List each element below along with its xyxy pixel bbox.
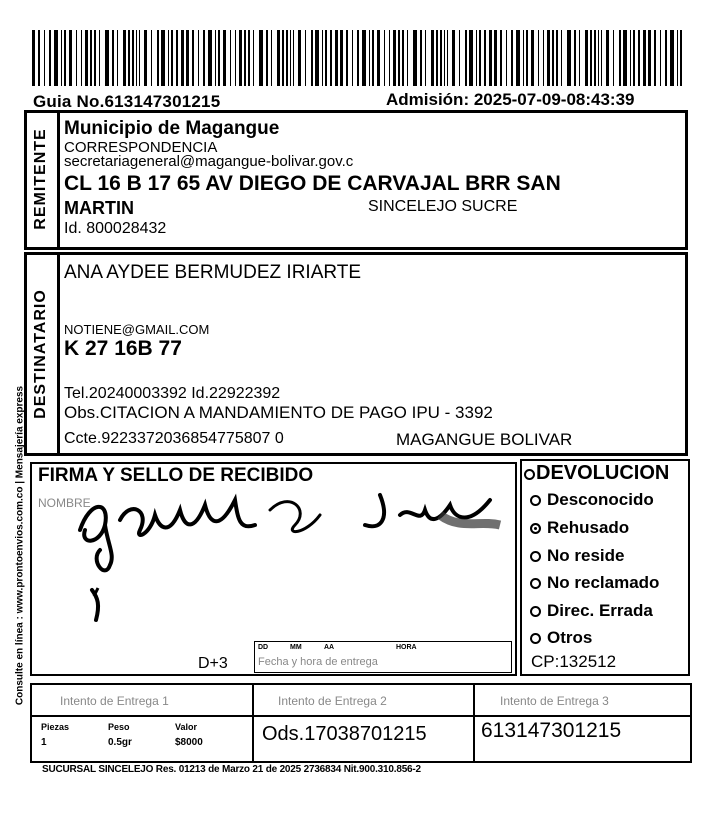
valor-value: $8000 [175, 737, 203, 748]
barcode-bar [506, 30, 507, 86]
barcode-bar [619, 30, 621, 86]
barcode-bar [144, 30, 147, 86]
barcode-bar [49, 30, 51, 86]
guia-number: Guia No.613147301215 [33, 92, 221, 111]
intento-3: Intento de Entrega 3 [500, 694, 609, 708]
barcode-bar [633, 30, 635, 86]
radio-icon [530, 606, 541, 617]
barcode-bar [215, 30, 216, 86]
firma-title: FIRMA Y SELLO DE RECIBIDO [38, 465, 314, 486]
devolucion-cp: CP:132512 [531, 652, 617, 671]
firma-nombre: NOMBRE [38, 496, 91, 510]
barcode-bar [452, 30, 455, 86]
barcode-bar [330, 30, 332, 86]
barcode-bar [218, 30, 220, 86]
barcode-bar [322, 30, 323, 86]
barcode-bar [531, 30, 534, 86]
barcode-bar [105, 30, 109, 86]
date-aa: AA [324, 644, 335, 651]
barcode-bar [567, 30, 571, 86]
barcode-bar [494, 30, 497, 86]
barcode-bar [168, 30, 169, 86]
dev-option-label: Rehusado [547, 518, 630, 537]
barcode-bar [305, 30, 306, 86]
barcode-bar [677, 30, 678, 86]
dev-option-desconocido[interactable] [530, 490, 654, 510]
barcode-bar [384, 30, 385, 86]
barcode-bar [623, 30, 627, 86]
barcode-bar [543, 30, 544, 86]
remitente-label: REMITENTE [32, 128, 49, 230]
barcode-bar [61, 30, 62, 86]
destinatario-email: NOTIENE@GMAIL.COM [64, 322, 210, 337]
destinatario-tel: Tel.20240003392 Id.22922392 [64, 385, 281, 402]
barcode-bar [476, 30, 477, 86]
destinatario-label: DESTINATARIO [32, 289, 49, 419]
barcode-bar [181, 30, 184, 86]
barcode-bar [574, 30, 576, 86]
barcode-bar [431, 30, 434, 86]
barcode-bar [311, 30, 313, 86]
barcode-bar [117, 30, 118, 86]
destinatario-ccte: Ccte.9223372036854775807 0 [64, 430, 284, 447]
radio-icon [530, 551, 541, 562]
remitente-address: CL 16 B 17 65 AV DIEGO DE CARVAJAL BRR SAN [64, 172, 561, 195]
piezas-value: 1 [41, 737, 47, 748]
valor-label: Valor [175, 722, 198, 732]
barcode-bar [579, 30, 580, 86]
barcode-bar [69, 30, 72, 86]
barcode-bar [357, 30, 359, 86]
barcode-bar [208, 30, 212, 86]
barcode [32, 30, 687, 86]
barcode-bar [90, 30, 92, 86]
barcode-bar [389, 30, 390, 86]
barcode-bar [157, 30, 159, 86]
destinatario-city: MAGANGUE BOLIVAR [396, 430, 573, 449]
barcode-bar [601, 30, 602, 86]
barcode-bar [561, 30, 562, 86]
barcode-bar [459, 30, 460, 86]
radio-checked-icon [530, 523, 541, 534]
barcode-bar [643, 30, 646, 86]
barcode-bar [161, 30, 165, 86]
barcode-bar [235, 30, 236, 86]
barcode-bar [271, 30, 272, 86]
barcode-bar [585, 30, 588, 86]
devolucion-title-text: DEVOLUCION [536, 462, 670, 484]
barcode-bar [248, 30, 250, 86]
barcode-bar [85, 30, 88, 86]
intento-2: Intento de Entrega 2 [278, 694, 387, 708]
barcode-bar [523, 30, 524, 86]
barcode-bar [315, 30, 319, 86]
barcode-bar [377, 30, 380, 86]
barcode-bar [290, 30, 291, 86]
barcode-bar [81, 30, 82, 86]
barcode-bar [420, 30, 422, 86]
dev-option-label: No reclamado [547, 573, 660, 592]
dev-option-no-reclamado[interactable] [530, 573, 659, 593]
barcode-bar [654, 30, 656, 86]
destinatario-name: ANA AYDEE BERMUDEZ IRIARTE [64, 262, 362, 283]
barcode-bar [32, 30, 35, 86]
barcode-bar [346, 30, 348, 86]
barcode-bar [94, 30, 96, 86]
barcode-bar [413, 30, 417, 86]
barcode-bar [500, 30, 502, 86]
barcode-bar [590, 30, 592, 86]
barcode-bar [259, 30, 263, 86]
barcode-bar [648, 30, 651, 86]
tracking-number: 613147301215 [481, 719, 622, 742]
barcode-bar [203, 30, 205, 86]
barcode-bar [340, 30, 343, 86]
date-mm: MM [290, 644, 302, 651]
barcode-bar [660, 30, 661, 86]
side-consult-text: Consulte en línea : www.prontoenvios.com.co | Mensajería express [14, 385, 26, 706]
barcode-bar [630, 30, 631, 86]
barcode-bar [670, 30, 674, 86]
barcode-bar [398, 30, 400, 86]
barcode-bar [436, 30, 438, 86]
date-hora: HORA [396, 644, 417, 651]
barcode-bar [277, 30, 280, 86]
barcode-bar [244, 30, 246, 86]
barcode-bar [139, 30, 140, 86]
barcode-bar [76, 30, 77, 86]
barcode-bar [526, 30, 528, 86]
intento-1: Intento de Entrega 1 [60, 694, 169, 708]
dev-option-label: No reside [547, 546, 625, 565]
footer-text: SUCURSAL SINCELEJO Res. 01213 de Marzo 21 de 2025 2736834 Nit.900.310.856-2 [42, 764, 421, 775]
barcode-bar [171, 30, 173, 86]
barcode-bar [444, 30, 445, 86]
remitente-id: Id. 800028432 [64, 220, 167, 237]
barcode-bar [253, 30, 254, 86]
barcode-bar [198, 30, 199, 86]
barcode-bar [239, 30, 242, 86]
barcode-bar [325, 30, 327, 86]
barcode-bar [128, 30, 130, 86]
dev-option-direc-errada[interactable] [530, 601, 653, 621]
barcode-bar [132, 30, 134, 86]
handwritten-signature [60, 470, 530, 630]
remitente-name: Municipio de Magangue [64, 118, 280, 139]
radio-icon [530, 633, 541, 644]
remitente-address-2: MARTIN [64, 198, 134, 218]
devolucion-title-radio-icon [524, 469, 535, 480]
barcode-bar [638, 30, 640, 86]
barcode-bar [282, 30, 284, 86]
barcode-bar [286, 30, 288, 86]
barcode-bar [511, 30, 513, 86]
barcode-bar [99, 30, 100, 86]
radio-icon [530, 495, 541, 506]
barcode-bar [151, 30, 152, 86]
barcode-bar [556, 30, 558, 86]
barcode-bar [447, 30, 448, 86]
dev-option-label: Desconocido [547, 490, 654, 509]
barcode-bar [266, 30, 268, 86]
barcode-bar [54, 30, 58, 86]
ods-number: Ods.17038701215 [262, 723, 427, 745]
barcode-bar [44, 30, 45, 86]
radio-icon [530, 578, 541, 589]
barcode-bar [402, 30, 404, 86]
barcode-bar [598, 30, 599, 86]
date-dd: DD [258, 644, 269, 651]
peso-label: Peso [108, 722, 130, 732]
barcode-bar [613, 30, 614, 86]
barcode-bar [484, 30, 486, 86]
barcode-bar [123, 30, 126, 86]
barcode-bar [352, 30, 353, 86]
barcode-bar [680, 30, 682, 86]
dev-option-label: Otros [547, 628, 593, 647]
barcode-bar [293, 30, 294, 86]
barcode-bar [425, 30, 426, 86]
barcode-bar [362, 30, 366, 86]
barcode-bar [38, 30, 40, 86]
devolucion-title [524, 462, 669, 485]
firma-d3: D+3 [198, 655, 228, 672]
barcode-bar [465, 30, 467, 86]
remitente-email: secretariageneral@magangue-bolivar.gov.c [64, 153, 354, 170]
barcode-bar [665, 30, 667, 86]
dev-option-rehusado[interactable] [530, 518, 629, 538]
barcode-bar [223, 30, 226, 86]
barcode-bar [606, 30, 609, 86]
barcode-bar [369, 30, 370, 86]
barcode-bar [192, 30, 194, 86]
barcode-bar [112, 30, 114, 86]
barcode-bar [538, 30, 539, 86]
date-caption: Fecha y hora de entrega [258, 656, 378, 668]
admision-timestamp: Admisión: 2025-07-09-08:43:39 [386, 90, 635, 109]
barcode-bar [594, 30, 596, 86]
dev-option-no-reside[interactable] [530, 546, 624, 566]
barcode-bar [393, 30, 396, 86]
barcode-bar [552, 30, 554, 86]
barcode-bar [298, 30, 301, 86]
remitente-city: SINCELEJO SUCRE [368, 198, 518, 215]
barcode-bar [64, 30, 66, 86]
destinatario-address: K 27 16B 77 [64, 337, 182, 360]
barcode-bar [469, 30, 473, 86]
barcode-bar [335, 30, 338, 86]
barcode-bar [372, 30, 374, 86]
barcode-bar [136, 30, 137, 86]
destinatario-obs: Obs.CITACION A MANDAMIENTO DE PAGO IPU - 3392 [64, 403, 493, 422]
barcode-bar [547, 30, 550, 86]
dev-option-label: Direc. Errada [547, 601, 653, 620]
barcode-bar [516, 30, 520, 86]
barcode-bar [230, 30, 231, 86]
barcode-bar [489, 30, 492, 86]
barcode-bar [440, 30, 442, 86]
peso-value: 0.5gr [108, 737, 132, 748]
barcode-bar [479, 30, 481, 86]
remitente-dept: CORRESPONDENCIA [64, 139, 218, 156]
barcode-bar [407, 30, 408, 86]
piezas-label: Piezas [41, 722, 70, 732]
dev-option-otros[interactable] [530, 628, 592, 648]
barcode-bar [176, 30, 178, 86]
barcode-bar [186, 30, 189, 86]
